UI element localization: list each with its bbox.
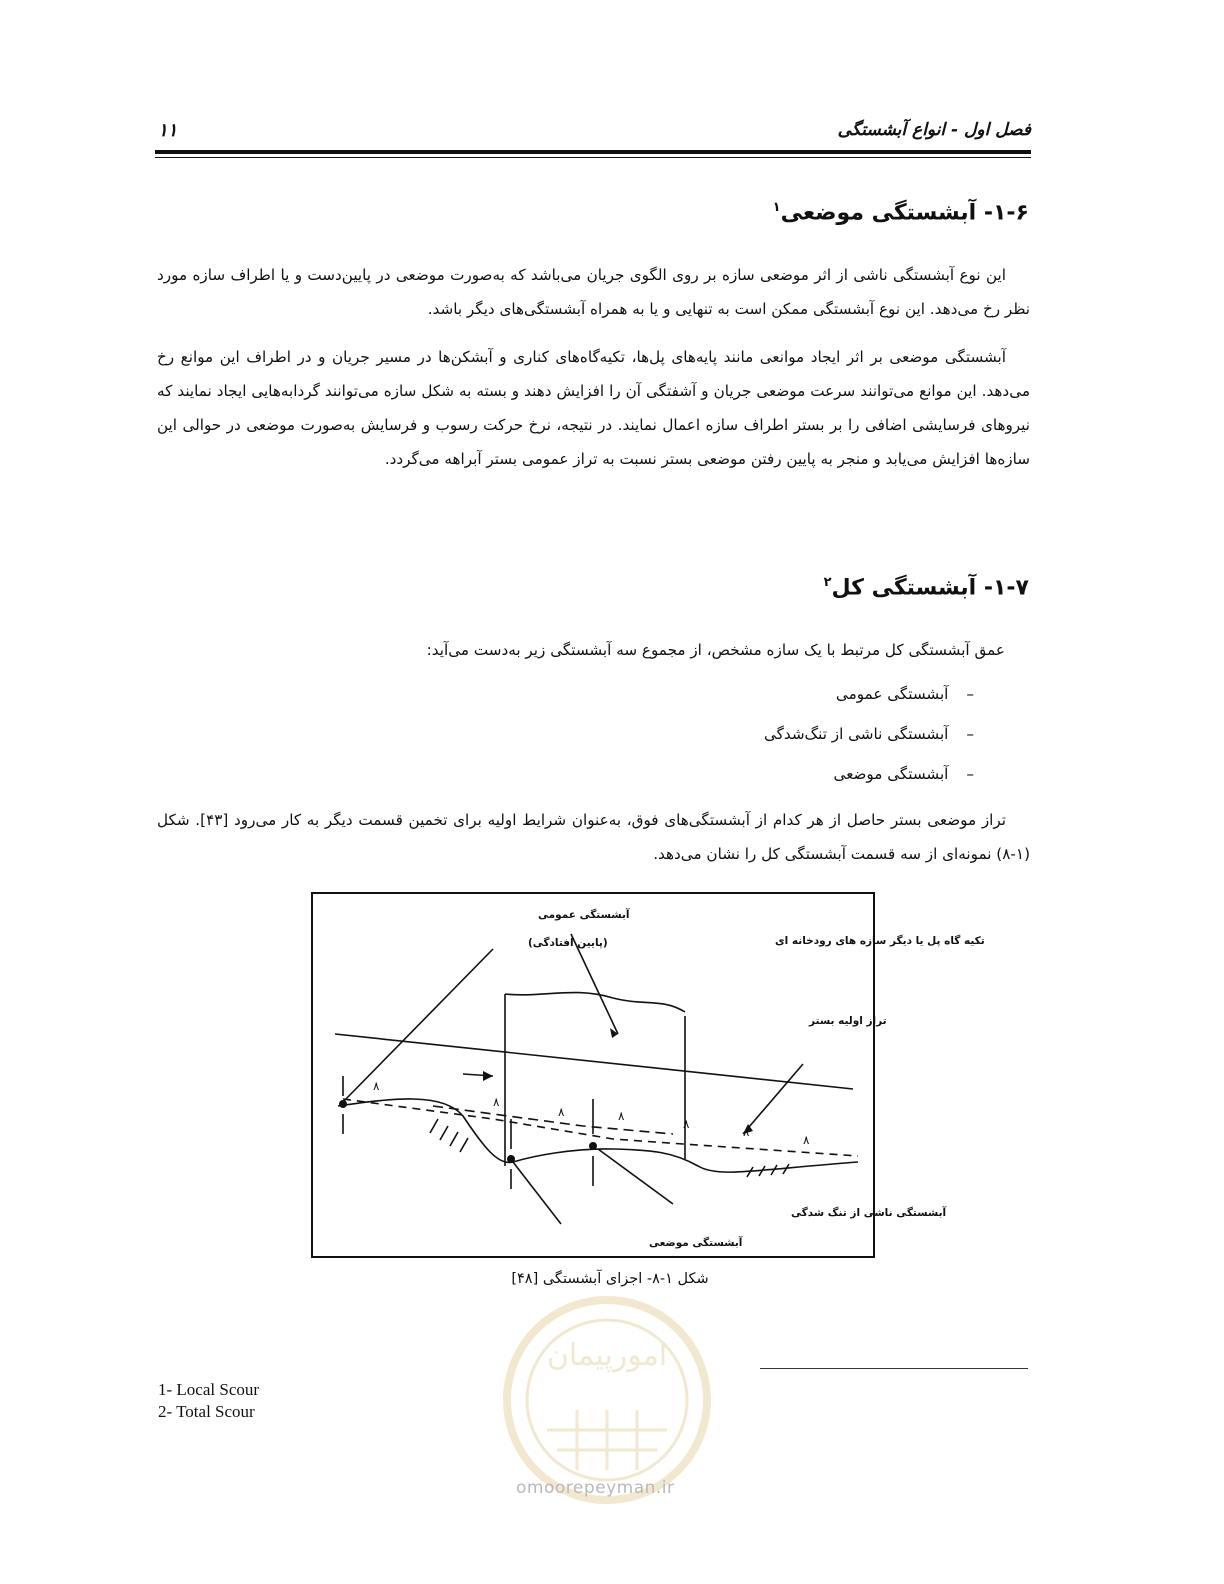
svg-text:٨: ٨	[493, 1095, 500, 1109]
header-rule-thin	[155, 157, 1031, 158]
header-rule-thick	[155, 150, 1031, 154]
paragraph-total-scour-intro: عمق آبشستگی کل مرتبط با یک سازه مشخص، از مجموع سه آبشستگی زیر به‌دست می‌آید:	[426, 641, 1005, 659]
leader-contraction	[598, 1149, 673, 1204]
svg-text:٨: ٨	[803, 1133, 810, 1147]
footnote-mark: ۲	[823, 575, 832, 590]
structure-top	[505, 993, 685, 1012]
svg-text:٨: ٨	[683, 1117, 690, 1131]
footnote-2: 2- Total Scour	[158, 1402, 255, 1421]
footnote-1: 1- Local Scour	[158, 1380, 260, 1399]
label-general-scour-sub: (پایین افتادگی)	[528, 937, 608, 949]
label-local-scour: آبشستگی موضعی	[649, 1237, 743, 1249]
bank-hatch-left	[430, 1119, 468, 1152]
scour-components-figure	[311, 892, 985, 1258]
heading-text: ۱-۶- آبشستگی موضعی	[780, 200, 1029, 226]
chapter-title: فصل اول - انواع آبشستگی	[837, 120, 1031, 140]
leader-structure	[571, 934, 618, 1034]
scoured-bed-profile	[338, 1099, 858, 1172]
label-general-scour: آبشستگی عمومی	[538, 909, 630, 921]
structure-walls	[505, 994, 685, 1166]
list-item: –آبشستگی موضعی	[833, 765, 974, 783]
footnote-rule	[760, 1368, 1028, 1369]
label-contraction-scour: آبشستگی ناشی از تنگ شدگی	[791, 1207, 947, 1219]
marker-contraction	[589, 1142, 597, 1150]
section-heading-local-scour	[773, 200, 1029, 225]
section-heading-total-scour	[824, 575, 1029, 600]
list-item: –آبشستگی ناشی از تنگ‌شدگی	[763, 725, 974, 743]
paragraph-local-scour-1: این نوع آبشستگی ناشی از اثر موضعی سازه بر روی الگوی جریان می‌باشد که به‌صورت موضعی در پایین‌دست و یا اطراف سازه مورد نظر رخ می‌دهد. این نوع آبشستگی ممکن است به تنهایی و یا به همراه آبشستگی‌های دیگر باشد.	[157, 266, 1030, 318]
scour-diagram	[313, 894, 985, 1256]
watermark-seal	[497, 1290, 717, 1510]
page-number: ۱۱	[158, 120, 178, 141]
list-item: –آبشستگی عمومی	[835, 685, 974, 703]
leader-general	[343, 949, 493, 1102]
svg-text:٨: ٨	[743, 1125, 750, 1139]
marker-general	[339, 1100, 347, 1108]
heading-text: ۱-۷- آبشستگی کل	[831, 575, 1029, 601]
paragraph-local-scour-2: آبشستگی موضعی بر اثر ایجاد موانعی مانند پایه‌های پل‌ها، تکیه‌گاه‌های کناری و آبشکن‌ها در مسیر جریان و در اطراف این موانع رخ می‌دهد. این موانع می‌توانند سرعت موضعی جریان و آشفتگی آن را افزایش دهند و بسته به شکل سازه می‌توانند گردابه‌هایی ایجاد نمایند که نیروهای فرسایشی اضافی را بر بستر اطراف سازه اعمال نمایند. در نتیجه، نرخ حرکت رسوب و فرسایش به‌صورت موضعی در حوالی این سازه‌ها افزایش می‌یابد و منجر به پایین رفتن موضعی بستر نسبت به تراز عمومی بستر آبراهه می‌گردد.	[157, 348, 1030, 468]
svg-text:٨: ٨	[618, 1109, 625, 1123]
label-initial-bed: تراز اولیه بستر	[809, 1015, 887, 1027]
flow-arrow-head	[483, 1071, 493, 1081]
level-symbols	[373, 1079, 810, 1147]
water-surface-line	[335, 1034, 853, 1089]
footnote-mark: ۱	[772, 200, 781, 215]
leader-initial-bed	[743, 1064, 803, 1134]
marker-local	[507, 1155, 515, 1163]
watermark-logo-text: امورپیمان	[546, 1338, 668, 1373]
scour-types-list	[764, 677, 974, 797]
label-structure: تکیه گاه پل یا دیگر سازه های رودخانه ای	[775, 935, 985, 947]
leader-local	[513, 1162, 561, 1224]
paragraph-total-scour-after: تراز موضعی بستر حاصل از هر کدام از آبشستگی‌های فوق، به‌عنوان شرایط اولیه برای تخمین قسمت دیگر به کار می‌رود [۴۳]. شکل (۱-۸) نمونه‌ای از سه قسمت آبشستگی کل را نشان می‌دهد.	[157, 811, 1030, 863]
svg-text:٨: ٨	[373, 1079, 380, 1093]
svg-text:٨: ٨	[558, 1105, 565, 1119]
watermark-url: omoorepeyman.ir	[516, 1478, 675, 1498]
figure-caption: شکل ۱-۸- اجزای آبشستگی [۴۸]	[511, 1271, 709, 1287]
